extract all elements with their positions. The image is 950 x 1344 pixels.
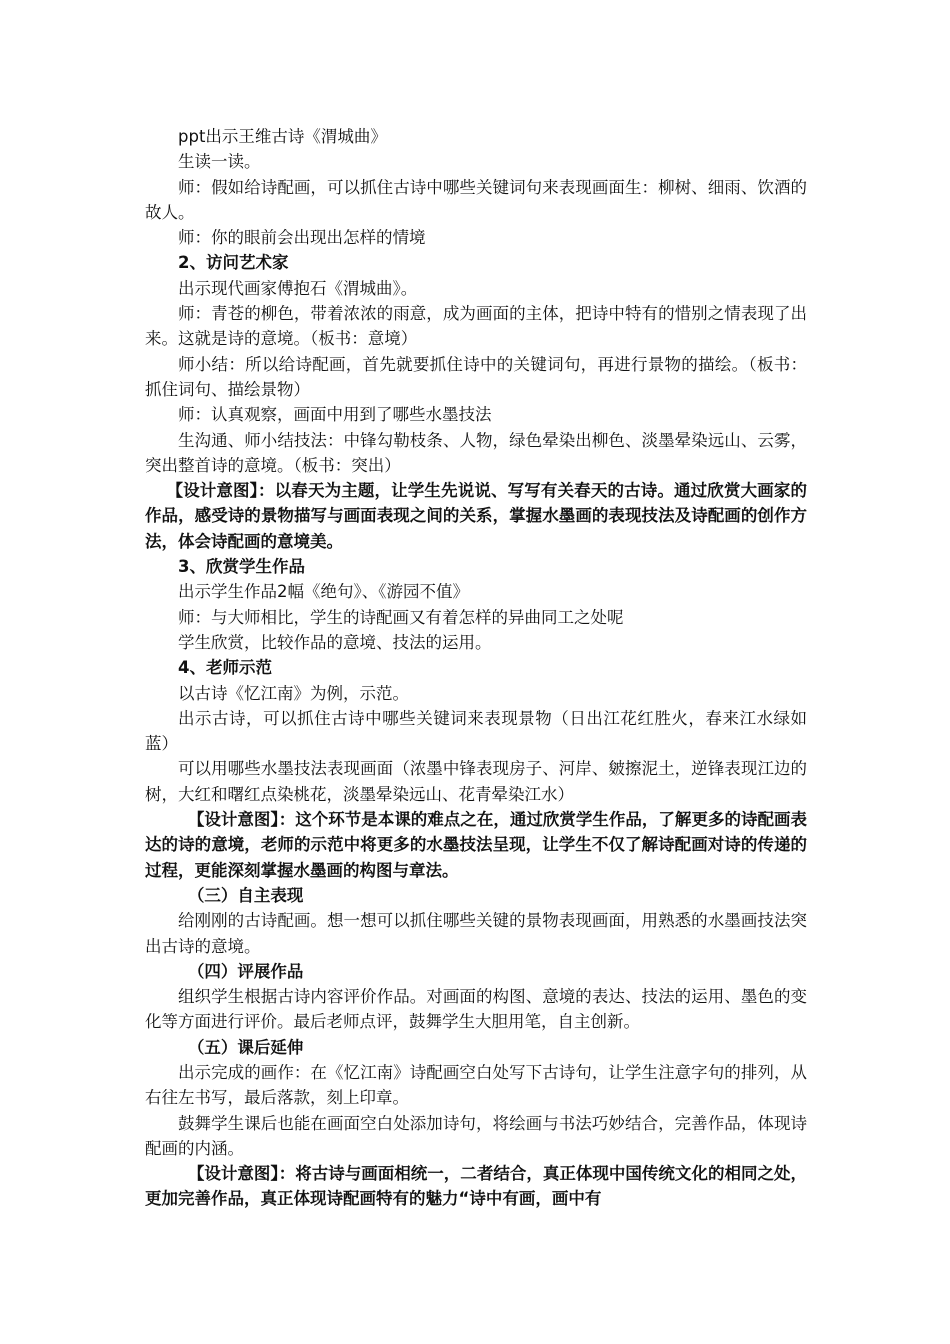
paragraph: 可以用哪些水墨技法表现画面（浓墨中锋表现房子、河岸、皴擦泥土，逆锋表现江边的树，大红和曙红点染桃花，淡墨晕染远山、花青晕染江水） xyxy=(145,759,807,804)
section-heading: 4、老师示范 xyxy=(178,658,272,678)
paragraph: 生沟通、师小结技法：中锋勾勒枝条、人物，绿色晕染出柳色、淡墨晕染远山、云雾，突出整首诗的意境。（板书：突出） xyxy=(145,430,807,475)
paragraph: 师：假如给诗配画，可以抓住古诗中哪些关键词句来表现画面生：柳树、细雨、饮酒的故人。 xyxy=(145,177,807,222)
design-intent-note: 【设计意图】：以春天为主题，让学生先说说、写写有关春天的古诗。通过欣赏大画家的作品，感受诗的景物描写与画面表现之间的关系，掌握水墨画的表现技法及诗配画的创作方法，体会诗配画的意境美。 xyxy=(145,481,807,551)
document-body xyxy=(145,124,807,1212)
paragraph: 鼓舞学生课后也能在画面空白处添加诗句，将绘画与书法巧妙结合，完善作品，体现诗配画的内涵。 xyxy=(145,1113,807,1158)
section-heading: （三）自主表现 xyxy=(187,885,304,905)
paragraph: 学生欣赏，比较作品的意境、技法的运用。 xyxy=(178,632,492,652)
design-intent-note: 【设计意图】：将古诗与画面相统一，二者结合，真正体现中国传统文化的相同之处，更加完善作品，真正体现诗配画特有的魅力“诗中有画，画中有 xyxy=(145,1164,807,1209)
paragraph: 师：你的眼前会出现出怎样的情境 xyxy=(178,228,426,248)
paragraph: 出示完成的画作：在《忆江南》诗配画空白处写下古诗句，让学生注意字句的排列，从右往左书写，最后落款，刻上印章。 xyxy=(145,1062,807,1108)
section-heading: （五）课后延伸 xyxy=(187,1037,304,1057)
paragraph: 给刚刚的古诗配画。想一想可以抓住哪些关键的景物表现画面，用熟悉的水墨画技法突出古诗的意境。 xyxy=(145,911,807,956)
paragraph: 出示学生作品2幅《绝句》、《游园不值》 xyxy=(178,582,469,602)
design-intent-note: 【设计意图】：这个环节是本课的难点之在，通过欣赏学生作品，了解更多的诗配画表达的诗的意境，老师的示范中将更多的水墨技法呈现，让学生不仅了解诗配画对诗的传递的过程，更能深刻掌握水墨画的构图与章法。 xyxy=(145,810,807,880)
section-heading: 2、访问艺术家 xyxy=(178,253,289,273)
paragraph: 师：认真观察，画面中用到了哪些水墨技法 xyxy=(178,405,492,425)
paragraph: 师：与大师相比，学生的诗配画又有着怎样的异曲同工之处呢 xyxy=(178,607,624,627)
paragraph: 以古诗《忆江南》为例，示范。 xyxy=(178,683,409,703)
section-heading: （四）评展作品 xyxy=(187,961,304,981)
paragraph: 组织学生根据古诗内容评价作品。对画面的构图、意境的表达、技法的运用、墨色的变化等方面进行评价。最后老师点评，鼓舞学生大胆用笔，自主创新。 xyxy=(145,987,807,1032)
paragraph: ppt出示王维古诗《渭城曲》 xyxy=(178,127,387,146)
paragraph: 师：青苍的柳色，带着浓浓的雨意，成为画面的主体，把诗中特有的惜别之情表现了出来。这就是诗的意境。（板书：意境） xyxy=(145,304,807,349)
paragraph: 出示古诗，可以抓住古诗中哪些关键词来表现景物（日出江花红胜火，春来江水绿如蓝） xyxy=(145,708,807,754)
paragraph: 出示现代画家傅抱石《渭城曲》。 xyxy=(178,278,418,298)
paragraph: 师小结：所以给诗配画，首先就要抓住诗中的关键词句，再进行景物的描绘。（板书：抓住词句、描绘景物） xyxy=(145,354,807,399)
paragraph: 生读一读。 xyxy=(178,152,261,172)
section-heading: 3、欣赏学生作品 xyxy=(178,557,305,577)
